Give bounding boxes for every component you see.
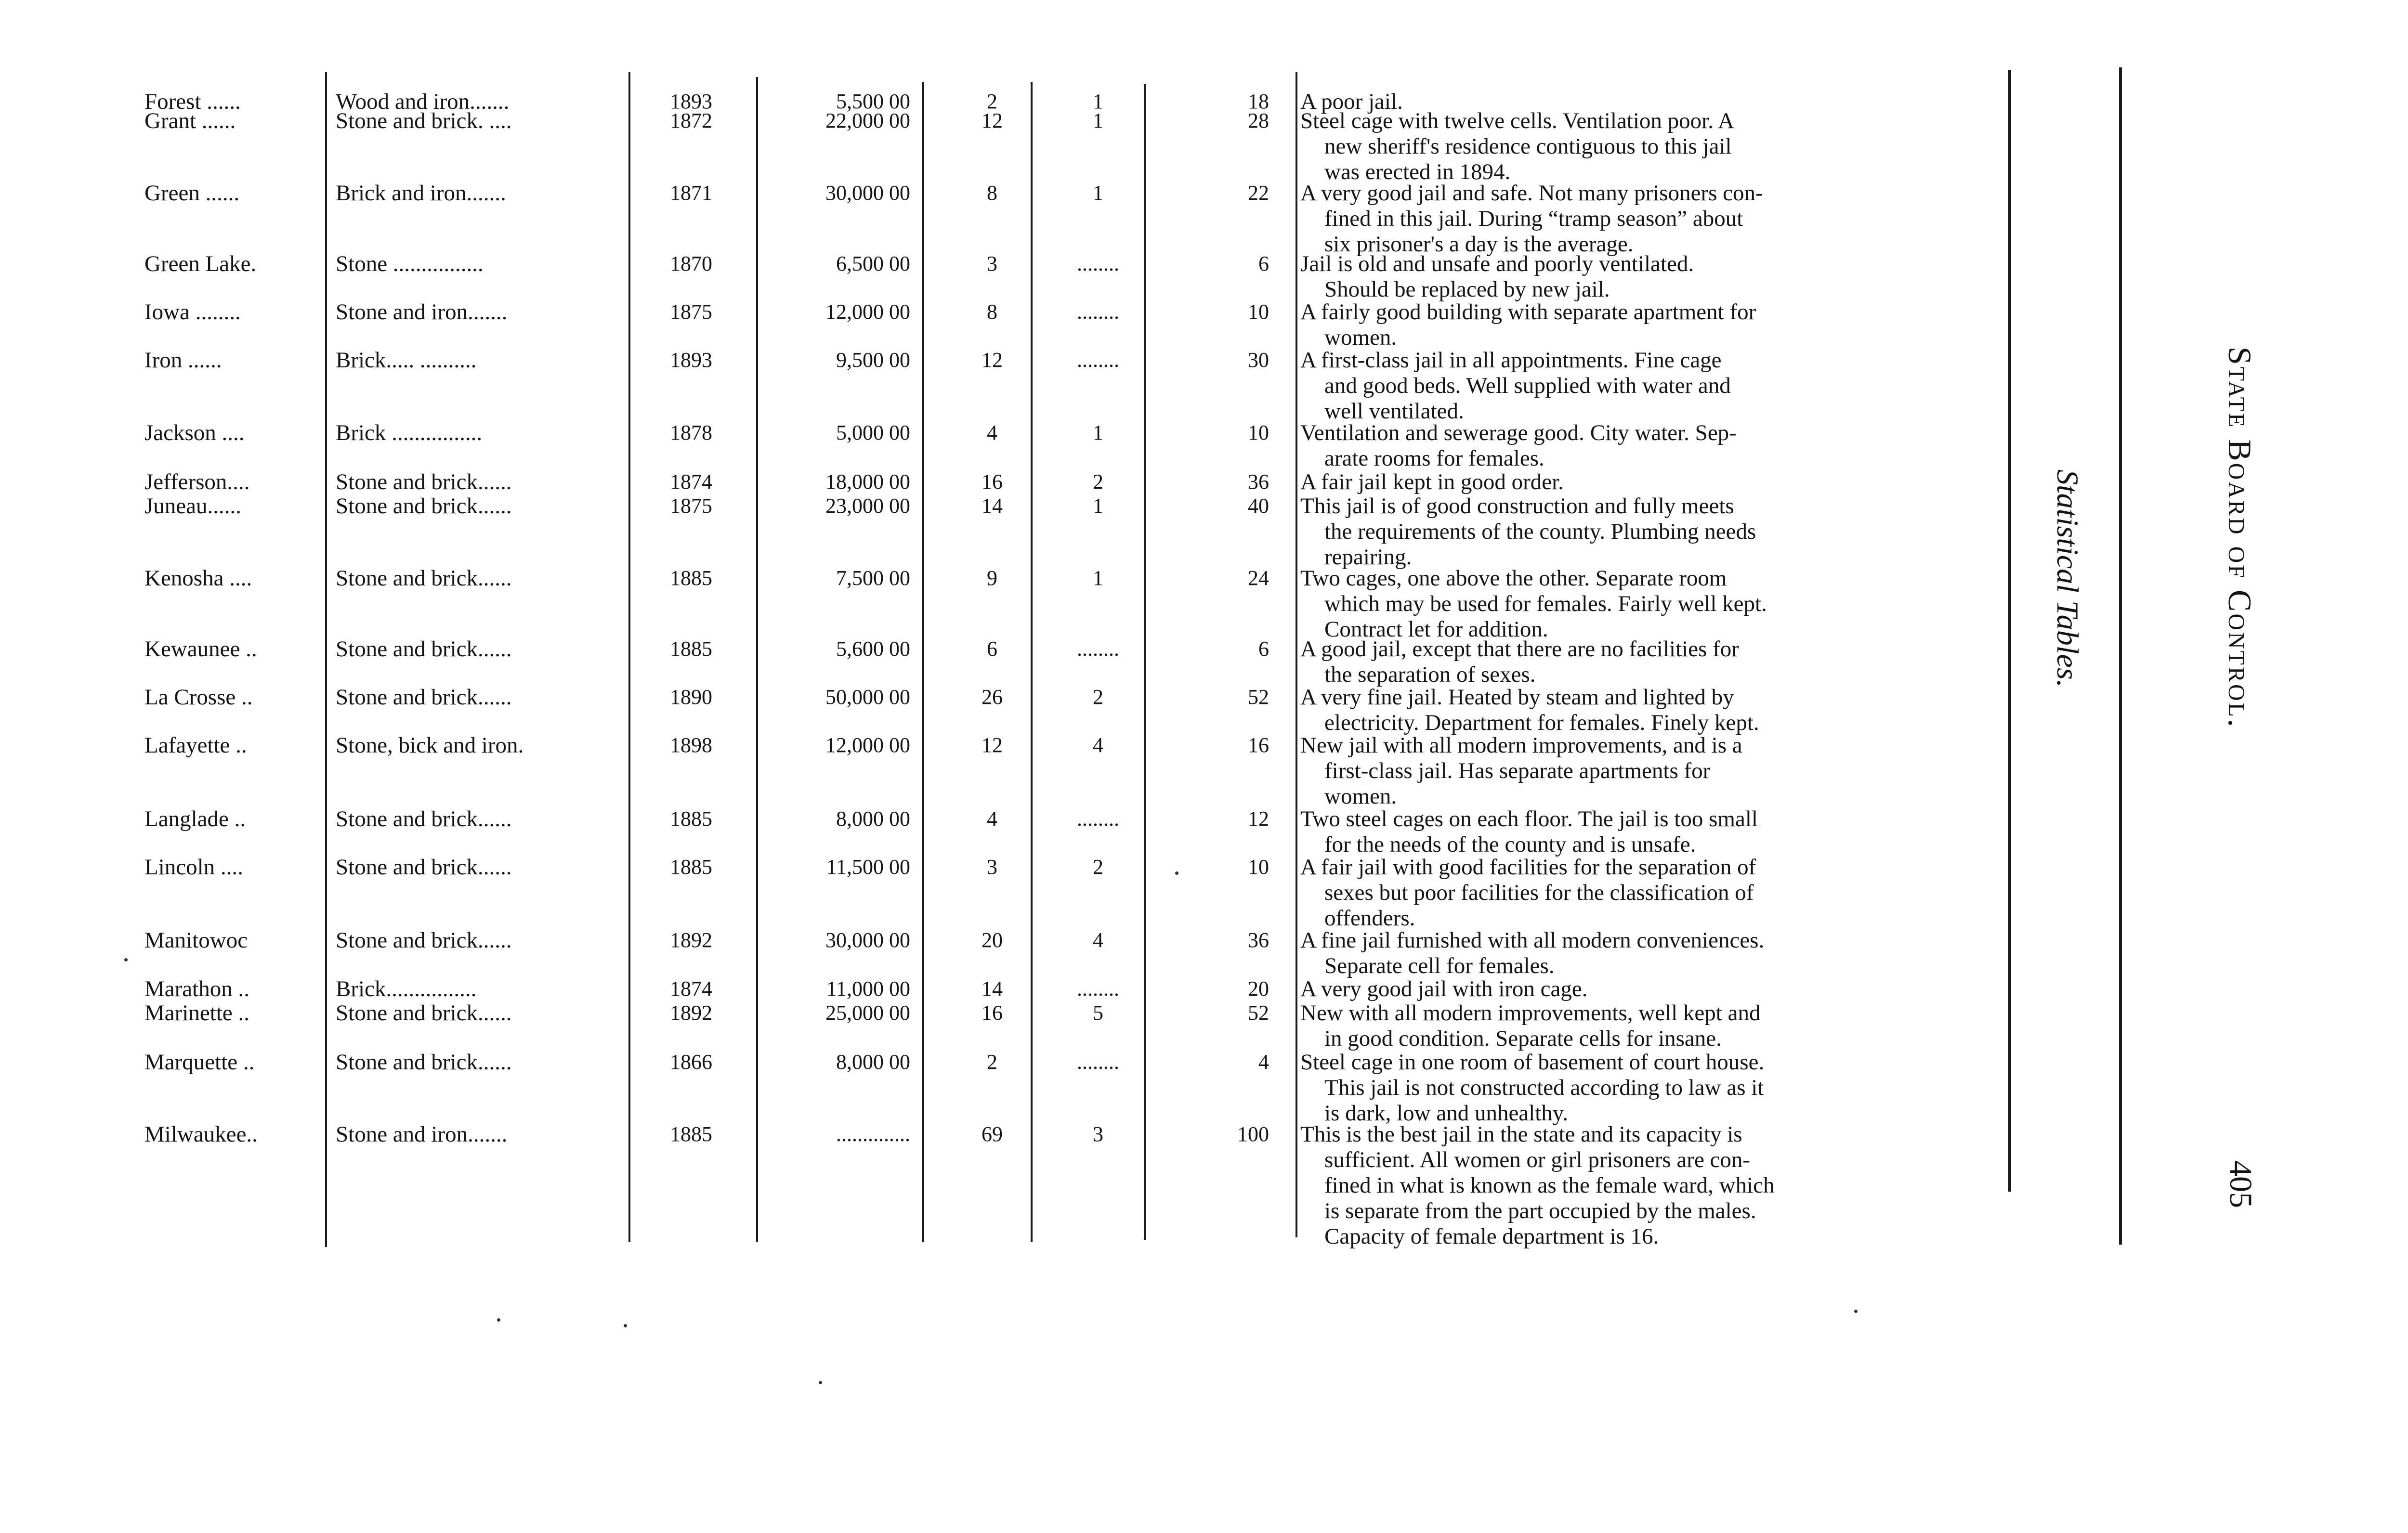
remarks-cell bbox=[1300, 181, 1994, 257]
material-cell: Stone and brick...... bbox=[336, 469, 512, 494]
capacity-cell: 20 bbox=[1248, 977, 1269, 1000]
county-cell: Jefferson.... bbox=[144, 469, 250, 494]
material-cell: Stone and brick...... bbox=[336, 1000, 512, 1026]
remarks-line: A fine jail furnished with all modern conveniences. bbox=[1300, 928, 1765, 953]
cost-cell: 11,500 00 bbox=[826, 855, 910, 879]
remarks-cell bbox=[1300, 1050, 1994, 1126]
page-number: 405 bbox=[2223, 1160, 2258, 1208]
remarks-line: women. bbox=[1324, 325, 1397, 350]
males-cell: 20 bbox=[982, 928, 1003, 952]
material-cell: Stone and brick...... bbox=[336, 806, 512, 831]
margin-rule bbox=[2119, 67, 2122, 1245]
cost-cell: 11,000 00 bbox=[826, 977, 910, 1000]
year-built-cell: 1892 bbox=[670, 928, 712, 952]
remarks-cell bbox=[1300, 855, 1994, 931]
remarks-line: Two steel cages on each floor. The jail is too small bbox=[1300, 806, 1758, 831]
margin-rule bbox=[2008, 70, 2011, 1192]
males-cell: 14 bbox=[982, 977, 1003, 1000]
capacity-cell: 10 bbox=[1248, 421, 1269, 444]
males-cell: 69 bbox=[982, 1122, 1003, 1146]
remarks-cell bbox=[1300, 806, 1994, 857]
column-rule bbox=[756, 77, 758, 1242]
material-cell: Stone and iron....... bbox=[336, 1122, 508, 1147]
scan-speck bbox=[1175, 871, 1178, 875]
material-cell: Stone and brick...... bbox=[336, 685, 512, 710]
year-built-cell: 1871 bbox=[670, 181, 712, 205]
county-cell: Lafayette .. bbox=[144, 733, 247, 758]
remarks-line: Steel cage with twelve cells. Ventilation poor. A bbox=[1300, 108, 1735, 133]
cost-cell: 12,000 00 bbox=[825, 733, 910, 757]
capacity-cell: 16 bbox=[1248, 733, 1269, 757]
remarks-line: A fair jail with good facilities for the separation of bbox=[1300, 855, 1756, 880]
remarks-line: the separation of sexes. bbox=[1324, 662, 1536, 687]
cost-cell: 8,000 00 bbox=[836, 1050, 910, 1074]
capacity-cell: 6 bbox=[1258, 637, 1269, 661]
remarks-cell bbox=[1300, 976, 1994, 1002]
material-cell: Brick..... .......... bbox=[336, 348, 477, 373]
capacity-cell: 52 bbox=[1248, 1001, 1269, 1025]
material-cell: Stone and brick. .... bbox=[336, 108, 512, 133]
capacity-cell: 36 bbox=[1248, 470, 1269, 494]
females-cell: ........ bbox=[1077, 252, 1119, 275]
remarks-cell bbox=[1300, 420, 1994, 471]
remarks-line: women. bbox=[1324, 784, 1397, 809]
material-cell: Stone and brick...... bbox=[336, 928, 512, 953]
column-rule bbox=[1031, 82, 1033, 1242]
county-cell: Juneau...... bbox=[144, 494, 242, 519]
year-built-cell: 1892 bbox=[670, 1001, 712, 1025]
material-cell: Stone and brick...... bbox=[336, 637, 512, 662]
year-built-cell: 1885 bbox=[670, 807, 712, 831]
scan-speck bbox=[1854, 1310, 1858, 1313]
remarks-line: New with all modern improvements, well kept and bbox=[1300, 1000, 1761, 1026]
cost-cell: 12,000 00 bbox=[825, 300, 910, 324]
males-cell: 2 bbox=[987, 1050, 997, 1074]
remarks-cell bbox=[1300, 1000, 1994, 1052]
year-built-cell: 1885 bbox=[670, 637, 712, 661]
county-cell: Iowa ........ bbox=[144, 299, 241, 325]
remarks-line: Jail is old and unsafe and poorly ventilated. bbox=[1300, 251, 1694, 276]
capacity-cell: 100 bbox=[1237, 1122, 1269, 1146]
year-built-cell: 1885 bbox=[670, 1122, 712, 1146]
males-cell: 12 bbox=[982, 348, 1003, 372]
remarks-cell bbox=[1300, 928, 1994, 979]
remarks-line: A very good jail with iron cage. bbox=[1300, 976, 1588, 1001]
cost-cell: 22,000 00 bbox=[825, 109, 910, 132]
remarks-line: which may be used for females. Fairly well kept. bbox=[1324, 591, 1767, 616]
remarks-line: for the needs of the county and is unsafe. bbox=[1324, 832, 1696, 857]
year-built-cell: 1874 bbox=[670, 470, 712, 494]
remarks-line: A fairly good building with separate apartment for bbox=[1300, 299, 1756, 325]
cost-cell: 5,600 00 bbox=[836, 637, 910, 661]
males-cell: 12 bbox=[982, 733, 1003, 757]
remarks-line: New jail with all modern improvements, and is a bbox=[1300, 733, 1742, 758]
material-cell: Stone and brick...... bbox=[336, 855, 512, 880]
scan-speck bbox=[819, 1381, 822, 1384]
running-head-title: State Board of Control. bbox=[2222, 347, 2258, 729]
remarks-line: Steel cage in one room of basement of court house. bbox=[1300, 1050, 1765, 1075]
year-built-cell: 1890 bbox=[670, 685, 712, 709]
remarks-cell bbox=[1300, 685, 1994, 736]
cost-cell: 8,000 00 bbox=[836, 807, 910, 831]
material-cell: Stone ................ bbox=[336, 251, 484, 276]
remarks-line: electricity. Department for females. Finely kept. bbox=[1324, 710, 1759, 735]
remarks-line: A very fine jail. Heated by steam and lighted by bbox=[1300, 685, 1734, 710]
county-cell: Manitowoc bbox=[144, 928, 248, 953]
females-cell: ........ bbox=[1077, 348, 1119, 372]
remarks-cell bbox=[1300, 251, 1994, 302]
cost-cell: 5,500 00 bbox=[836, 90, 910, 113]
year-built-cell: 1874 bbox=[670, 977, 712, 1000]
cost-cell: 30,000 00 bbox=[825, 928, 910, 952]
remarks-line: six prisoner's a day is the average. bbox=[1324, 232, 1634, 257]
remarks-cell bbox=[1300, 566, 1994, 642]
remarks-line: Capacity of female department is 16. bbox=[1324, 1224, 1659, 1249]
females-cell: ........ bbox=[1077, 807, 1119, 831]
material-cell: Brick ................ bbox=[336, 420, 483, 445]
remarks-line: the requirements of the county. Plumbing needs bbox=[1324, 519, 1756, 544]
material-cell: Stone and iron....... bbox=[336, 299, 508, 325]
remarks-line: sufficient. All women or girl prisoners are con- bbox=[1324, 1147, 1751, 1172]
county-cell: Marinette .. bbox=[144, 1000, 249, 1026]
capacity-cell: 6 bbox=[1258, 252, 1269, 275]
material-cell: Stone and brick...... bbox=[336, 1050, 512, 1075]
females-cell: 3 bbox=[1093, 1122, 1103, 1146]
county-cell: La Crosse .. bbox=[144, 685, 253, 710]
females-cell: ........ bbox=[1077, 637, 1119, 661]
cost-cell: 23,000 00 bbox=[825, 494, 910, 518]
remarks-line: first-class jail. Has separate apartments for bbox=[1324, 758, 1711, 783]
material-cell: Stone and brick...... bbox=[336, 494, 512, 519]
county-cell: Green ...... bbox=[144, 181, 240, 206]
county-cell: Milwaukee.. bbox=[144, 1122, 258, 1147]
remarks-line: This jail is not constructed according to law as it bbox=[1324, 1075, 1764, 1100]
remarks-cell bbox=[1300, 469, 1994, 495]
males-cell: 14 bbox=[982, 494, 1003, 518]
males-cell: 26 bbox=[982, 685, 1003, 709]
remarks-line: in good condition. Separate cells for insane. bbox=[1324, 1026, 1722, 1051]
year-built-cell: 1872 bbox=[670, 109, 712, 132]
material-cell: Brick and iron....... bbox=[336, 181, 506, 206]
county-cell: Marquette .. bbox=[144, 1050, 255, 1075]
capacity-cell: 10 bbox=[1248, 300, 1269, 324]
material-cell: Stone, bick and iron. bbox=[336, 733, 524, 758]
capacity-cell: 12 bbox=[1248, 807, 1269, 831]
year-built-cell: 1875 bbox=[670, 300, 712, 324]
capacity-cell: 10 bbox=[1248, 855, 1269, 879]
females-cell: 1 bbox=[1093, 494, 1103, 518]
remarks-line: A poor jail. bbox=[1300, 89, 1403, 114]
remarks-line: repairing. bbox=[1324, 545, 1412, 570]
males-cell: 12 bbox=[982, 109, 1003, 132]
males-cell: 3 bbox=[987, 252, 997, 275]
remarks-line: Ventilation and sewerage good. City water. Sep- bbox=[1300, 420, 1737, 445]
females-cell: 1 bbox=[1093, 109, 1103, 132]
year-built-cell: 1866 bbox=[670, 1050, 712, 1074]
county-cell: Grant ...... bbox=[144, 108, 236, 133]
column-rule bbox=[1296, 72, 1297, 1237]
material-cell: Stone and brick...... bbox=[336, 566, 512, 591]
remarks-line: sexes but poor facilities for the classification of bbox=[1324, 880, 1754, 905]
remarks-line: new sheriff's residence contiguous to this jail bbox=[1324, 134, 1732, 159]
remarks-line: This jail is of good construction and fully meets bbox=[1300, 494, 1734, 519]
remarks-line: Separate cell for females. bbox=[1324, 953, 1555, 978]
females-cell: 1 bbox=[1093, 421, 1103, 444]
cost-cell: 18,000 00 bbox=[825, 470, 910, 494]
remarks-line: A very good jail and safe. Not many prisoners con- bbox=[1300, 181, 1763, 206]
females-cell: 1 bbox=[1093, 90, 1103, 113]
capacity-cell: 18 bbox=[1248, 90, 1269, 113]
year-built-cell: 1870 bbox=[670, 252, 712, 275]
material-cell: Wood and iron....... bbox=[336, 89, 510, 114]
remarks-line: fined in what is known as the female ward, which bbox=[1324, 1173, 1775, 1198]
capacity-cell: 22 bbox=[1248, 181, 1269, 205]
males-cell: 8 bbox=[987, 300, 997, 324]
remarks-cell bbox=[1300, 299, 1994, 351]
remarks-cell bbox=[1300, 1122, 1994, 1249]
males-cell: 4 bbox=[987, 421, 997, 444]
cost-cell: 7,500 00 bbox=[836, 566, 910, 590]
females-cell: 4 bbox=[1093, 928, 1103, 952]
remarks-line: A first-class jail in all appointments. Fine cage bbox=[1300, 348, 1722, 373]
remarks-line: A fair jail kept in good order. bbox=[1300, 469, 1564, 494]
males-cell: 2 bbox=[987, 90, 997, 113]
cost-cell: 50,000 00 bbox=[825, 685, 910, 709]
material-cell: Brick................ bbox=[336, 976, 477, 1001]
males-cell: 6 bbox=[987, 637, 997, 661]
females-cell: 1 bbox=[1093, 566, 1103, 590]
county-cell: Kenosha .... bbox=[144, 566, 252, 591]
females-cell: 4 bbox=[1093, 733, 1103, 757]
males-cell: 16 bbox=[982, 470, 1003, 494]
year-built-cell: 1893 bbox=[670, 348, 712, 372]
county-cell: Green Lake. bbox=[144, 251, 257, 276]
scan-speck bbox=[124, 958, 128, 961]
males-cell: 3 bbox=[987, 855, 997, 879]
capacity-cell: 4 bbox=[1258, 1050, 1269, 1074]
females-cell: 2 bbox=[1093, 685, 1103, 709]
females-cell: ........ bbox=[1077, 1050, 1119, 1074]
column-rule bbox=[922, 82, 924, 1242]
remarks-line: well ventilated. bbox=[1324, 399, 1464, 424]
capacity-cell: 30 bbox=[1248, 348, 1269, 372]
column-rule bbox=[325, 72, 327, 1247]
remarks-line: arate rooms for females. bbox=[1324, 446, 1544, 471]
males-cell: 9 bbox=[987, 566, 997, 590]
males-cell: 16 bbox=[982, 1001, 1003, 1025]
capacity-cell: 28 bbox=[1248, 109, 1269, 132]
county-cell: Jackson .... bbox=[144, 420, 245, 445]
year-built-cell: 1885 bbox=[670, 566, 712, 590]
capacity-cell: 52 bbox=[1248, 685, 1269, 709]
cost-cell: 30,000 00 bbox=[825, 181, 910, 205]
cost-cell: 9,500 00 bbox=[836, 348, 910, 372]
column-rule bbox=[628, 72, 630, 1242]
males-cell: 8 bbox=[987, 181, 997, 205]
county-cell: Marathon .. bbox=[144, 976, 249, 1001]
year-built-cell: 1875 bbox=[670, 494, 712, 518]
running-head-section: Statistical Tables. bbox=[2051, 469, 2085, 688]
remarks-line: Two cages, one above the other. Separate room bbox=[1300, 566, 1727, 591]
females-cell: ........ bbox=[1077, 977, 1119, 1000]
remarks-line: offenders. bbox=[1324, 906, 1415, 931]
county-cell: Lincoln .... bbox=[144, 855, 243, 880]
remarks-cell bbox=[1300, 733, 1994, 809]
county-cell: Langlade .. bbox=[144, 806, 246, 831]
scan-speck bbox=[624, 1324, 627, 1327]
cost-cell: 6,500 00 bbox=[836, 252, 910, 275]
females-cell: 2 bbox=[1093, 470, 1103, 494]
females-cell: 1 bbox=[1093, 181, 1103, 205]
scan-speck bbox=[497, 1318, 500, 1322]
remarks-line: Contract let for addition. bbox=[1324, 617, 1548, 642]
county-cell: Kewaunee .. bbox=[144, 637, 257, 662]
capacity-cell: 36 bbox=[1248, 928, 1269, 952]
females-cell: 5 bbox=[1093, 1001, 1103, 1025]
year-built-cell: 1898 bbox=[670, 733, 712, 757]
remarks-cell bbox=[1300, 348, 1994, 424]
males-cell: 4 bbox=[987, 807, 997, 831]
capacity-cell: 24 bbox=[1248, 566, 1269, 590]
remarks-line: fined in this jail. During “tramp season” about bbox=[1324, 206, 1743, 231]
remarks-line: This is the best jail in the state and its capacity is bbox=[1300, 1122, 1742, 1147]
remarks-line: and good beds. Well supplied with water and bbox=[1324, 373, 1731, 398]
cost-cell: 5,000 00 bbox=[836, 421, 910, 444]
remarks-cell bbox=[1300, 637, 1994, 688]
remarks-line: is dark, low and unhealthy. bbox=[1324, 1101, 1569, 1126]
females-cell: 2 bbox=[1093, 855, 1103, 879]
remarks-line: was erected in 1894. bbox=[1324, 159, 1511, 184]
remarks-line: is separate from the part occupied by the males. bbox=[1324, 1198, 1756, 1223]
remarks-cell bbox=[1300, 494, 1994, 570]
county-cell: Iron ...... bbox=[144, 348, 222, 373]
cost-cell: .............. bbox=[836, 1122, 910, 1146]
county-cell: Forest ...... bbox=[144, 89, 241, 114]
year-built-cell: 1878 bbox=[670, 421, 712, 444]
remarks-cell bbox=[1300, 108, 1994, 185]
remarks-line: A good jail, except that there are no facilities for bbox=[1300, 637, 1739, 662]
females-cell: ........ bbox=[1077, 300, 1119, 324]
year-built-cell: 1893 bbox=[670, 90, 712, 113]
cost-cell: 25,000 00 bbox=[825, 1001, 910, 1025]
capacity-cell: 40 bbox=[1248, 494, 1269, 518]
remarks-line: Should be replaced by new jail. bbox=[1324, 277, 1610, 302]
year-built-cell: 1885 bbox=[670, 855, 712, 879]
